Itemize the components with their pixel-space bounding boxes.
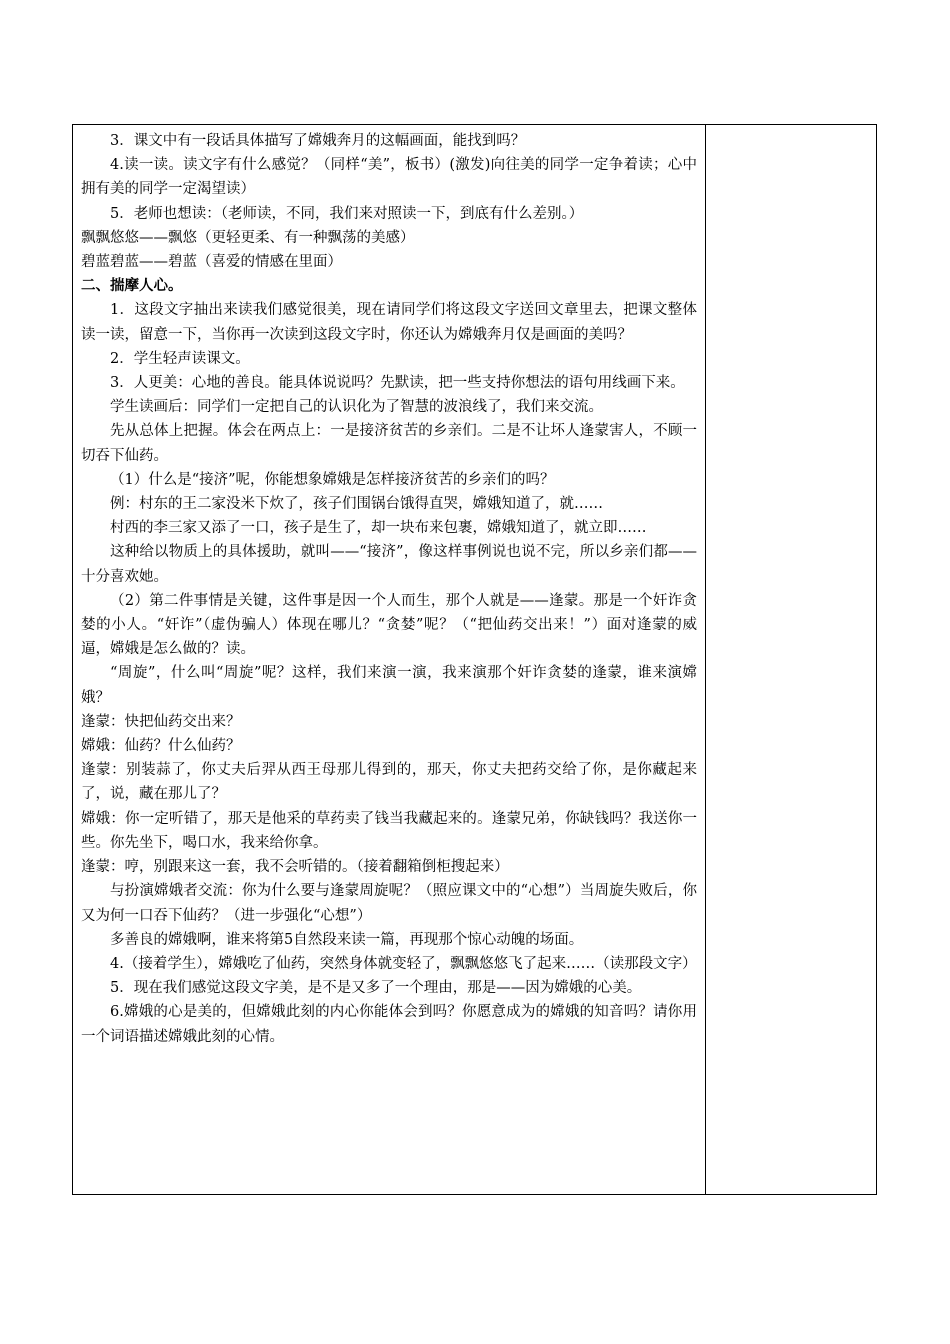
lesson-content-cell [81, 129, 697, 1049]
lesson-paragraph: 与扮演嫦娥者交流：你为什么要与逢蒙周旋呢？（照应课文中的“心想”）当周旋失败后，你又为何一口吞下仙药？（进一步强化“心想”） [81, 883, 697, 924]
lesson-paragraph: 4.读一读。读文字有什么感觉？（同样“美”，板书）(激发)向往美的同学一定争着读；心中拥有美的同学一定渴望读） [81, 157, 697, 198]
lesson-paragraph: 学生读画后：同学们一定把自己的认识化为了智慧的波浪线了，我们来交流。 [110, 399, 603, 416]
section-heading: 二、揣摩人心。 [81, 277, 183, 295]
lesson-paragraph: 村西的李三家又添了一口，孩子是生了，却一块布来包裹，嫦娥知道了，就立即…… [110, 520, 647, 537]
dialogue-line: 逢蒙：哼，别跟来这一套，我不会听错的。（接着翻箱倒柜搜起来） [81, 859, 509, 876]
lesson-paragraph: 4.（接着学生），嫦娥吃了仙药，突然身体就变轻了，飘飘悠悠飞了起来……（读那段文字） [110, 955, 697, 972]
lesson-paragraph: 碧蓝碧蓝——碧蓝（喜爱的情感在里面） [81, 254, 342, 271]
lesson-table [72, 124, 877, 1195]
lesson-paragraph: 2．学生轻声读课文。 [110, 350, 250, 367]
lesson-paragraph: 1．这段文字抽出来读我们感觉很美，现在请同学们将这段文字送回文章里去，把课文整体读一读，留意一下，当你再一次读到这段文字时，你还认为嫦娥奔月仅是画面的美吗？ [81, 302, 697, 343]
lesson-paragraph: 5．老师也想读：（老师读，不同，我们来对照读一下，到底有什么差别。） [110, 205, 584, 222]
lesson-paragraph: 先从总体上把握。体会在两点上：一是接济贫苦的乡亲们。二是不让坏人逢蒙害人，不顾一切吞下仙药。 [81, 423, 697, 464]
lesson-paragraph: 3．人更美：心地的善良。能具体说说吗？先默读，把一些支持你想法的语句用线画下来。 [110, 375, 685, 392]
lesson-paragraph: “周旋”，什么叫“周旋”呢？这样，我们来演一演，我来演那个奸诈贪婪的逢蒙，谁来演嫦娥？ [81, 665, 697, 706]
lesson-paragraph: 例：村东的王二家没米下炊了，孩子们围锅台饿得直哭，嫦娥知道了，就…… [110, 496, 603, 513]
lesson-paragraph: 多善良的嫦娥啊，谁来将第5自然段来读一篇，再现那个惊心动魄的场面。 [110, 931, 584, 948]
lesson-paragraph: （2）第二件事情是关键，这件事是因一个人而生，那个人就是——逢蒙。那是一个奸诈贪婪的小人。“奸诈”（虚伪骗人）体现在哪儿？“贪婪”呢？（“把仙药交出来！”）面对逢蒙的威逼，嫦娥是怎么做的？读。 [81, 592, 697, 658]
lesson-paragraph: 3．课文中有一段话具体描写了嫦娥奔月的这幅画面，能找到吗？ [110, 133, 526, 149]
dialogue-line: 逢蒙：别装蒜了，你丈夫后羿从西王母那儿得到的，那天，你丈夫把药交给了你，是你藏起来了，说，藏在那儿了？ [81, 762, 697, 803]
notes-column-cell [706, 125, 877, 1194]
lesson-paragraph: （1）什么是“接济”呢，你能想象嫦娥是怎样接济贫苦的乡亲们的吗？ [110, 471, 555, 488]
dialogue-line: 逢蒙：快把仙药交出来？ [81, 713, 241, 730]
dialogue-line: 嫦娥：你一定听错了，那天是他采的草药卖了钱当我藏起来的。逢蒙兄弟，你缺钱吗？我送你一些。你先坐下，喝口水，我来给你拿。 [81, 810, 697, 851]
lesson-paragraph: 6.嫦娥的心是美的，但嫦娥此刻的内心你能体会到吗？你愿意成为的嫦娥的知音吗？请你用一个词语描述嫦娥此刻的心情。 [81, 1004, 697, 1045]
lesson-paragraph: 5．现在我们感觉这段文字美，是不是又多了一个理由，那是——因为嫦娥的心美。 [110, 980, 642, 997]
lesson-paragraph: 这种给以物质上的具体援助，就叫——“接济”，像这样事例说也说不完，所以乡亲们都——十分喜欢她。 [81, 544, 697, 585]
lesson-paragraph: 飘飘悠悠——飘悠（更轻更柔、有一种飘荡的美感） [81, 229, 415, 246]
dialogue-line: 嫦娥：仙药？什么仙药？ [81, 738, 241, 755]
